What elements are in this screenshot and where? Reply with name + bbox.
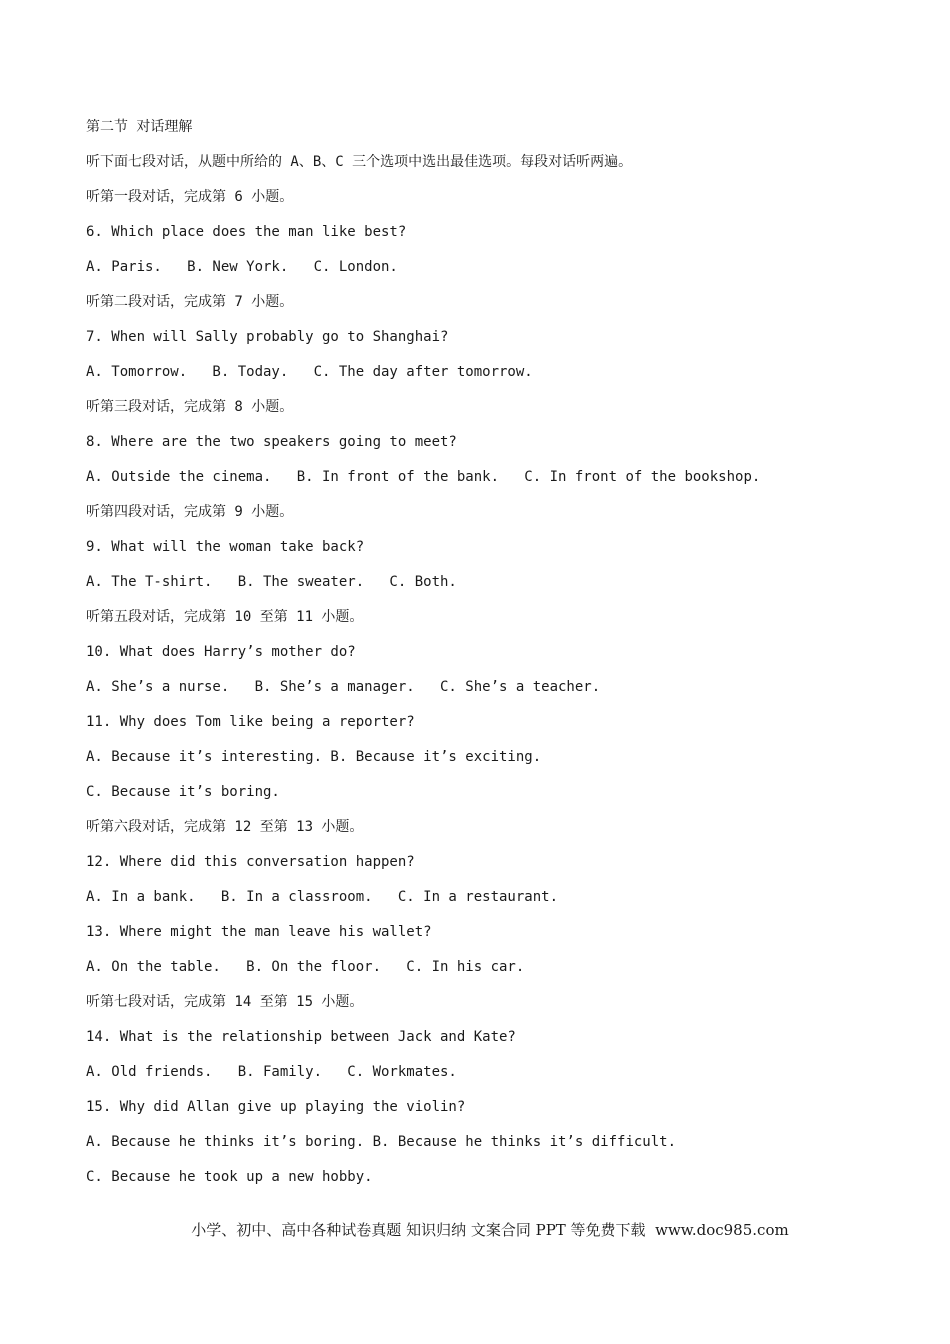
options-9: A. The T-shirt. B. The sweater. C. Both. — [86, 574, 457, 590]
dialogue-intro-1: 听第一段对话，完成第 6 小题。 — [86, 189, 294, 205]
question-15: 15. Why did Allan give up playing the violin? — [86, 1099, 466, 1115]
options-11-ab: A. Because it’s interesting. B. Because it’s exciting. — [86, 749, 542, 765]
question-10: 10. What does Harry’s mother do? — [86, 644, 356, 660]
options-14: A. Old friends. B. Family. C. Workmates. — [86, 1064, 457, 1080]
question-11: 11. Why does Tom like being a reporter? — [86, 714, 415, 730]
options-6: A. Paris. B. New York. C. London. — [86, 259, 398, 275]
page-footer: 小学、初中、高中各种试卷真题 知识归纳 文案合同 PPT 等免费下载 www.doc985.com — [191, 1221, 789, 1239]
options-11-c: C. Because it’s boring. — [86, 784, 280, 800]
dialogue-intro-5: 听第五段对话，完成第 10 至第 11 小题。 — [86, 609, 364, 625]
section-heading: 第二节 对话理解 — [86, 119, 193, 135]
document-body — [86, 110, 906, 1195]
options-10: A. She’s a nurse. B. She’s a manager. C. She’s a teacher. — [86, 679, 601, 695]
question-9: 9. What will the woman take back? — [86, 539, 365, 555]
options-15-ab: A. Because he thinks it’s boring. B. Because he thinks it’s difficult. — [86, 1134, 677, 1150]
question-8: 8. Where are the two speakers going to meet? — [86, 434, 457, 450]
dialogue-intro-4: 听第四段对话，完成第 9 小题。 — [86, 504, 294, 520]
dialogue-intro-2: 听第二段对话，完成第 7 小题。 — [86, 294, 294, 310]
question-13: 13. Where might the man leave his wallet? — [86, 924, 432, 940]
dialogue-intro-7: 听第七段对话，完成第 14 至第 15 小题。 — [86, 994, 364, 1010]
options-7: A. Tomorrow. B. Today. C. The day after tomorrow. — [86, 364, 533, 380]
question-14: 14. What is the relationship between Jack and Kate? — [86, 1029, 516, 1045]
options-8: A. Outside the cinema. B. In front of the bank. C. In front of the bookshop. — [86, 469, 761, 485]
dialogue-intro-3: 听第三段对话，完成第 8 小题。 — [86, 399, 294, 415]
dialogue-intro-6: 听第六段对话，完成第 12 至第 13 小题。 — [86, 819, 364, 835]
instructions: 听下面七段对话，从题中所给的 A、B、C 三个选项中选出最佳选项。每段对话听两遍。 — [86, 154, 633, 170]
options-15-c: C. Because he took up a new hobby. — [86, 1169, 373, 1185]
question-12: 12. Where did this conversation happen? — [86, 854, 415, 870]
options-13: A. On the table. B. On the floor. C. In his car. — [86, 959, 525, 975]
question-6: 6. Which place does the man like best? — [86, 224, 407, 240]
question-7: 7. When will Sally probably go to Shanghai? — [86, 329, 449, 345]
options-12: A. In a bank. B. In a classroom. C. In a restaurant. — [86, 889, 559, 905]
